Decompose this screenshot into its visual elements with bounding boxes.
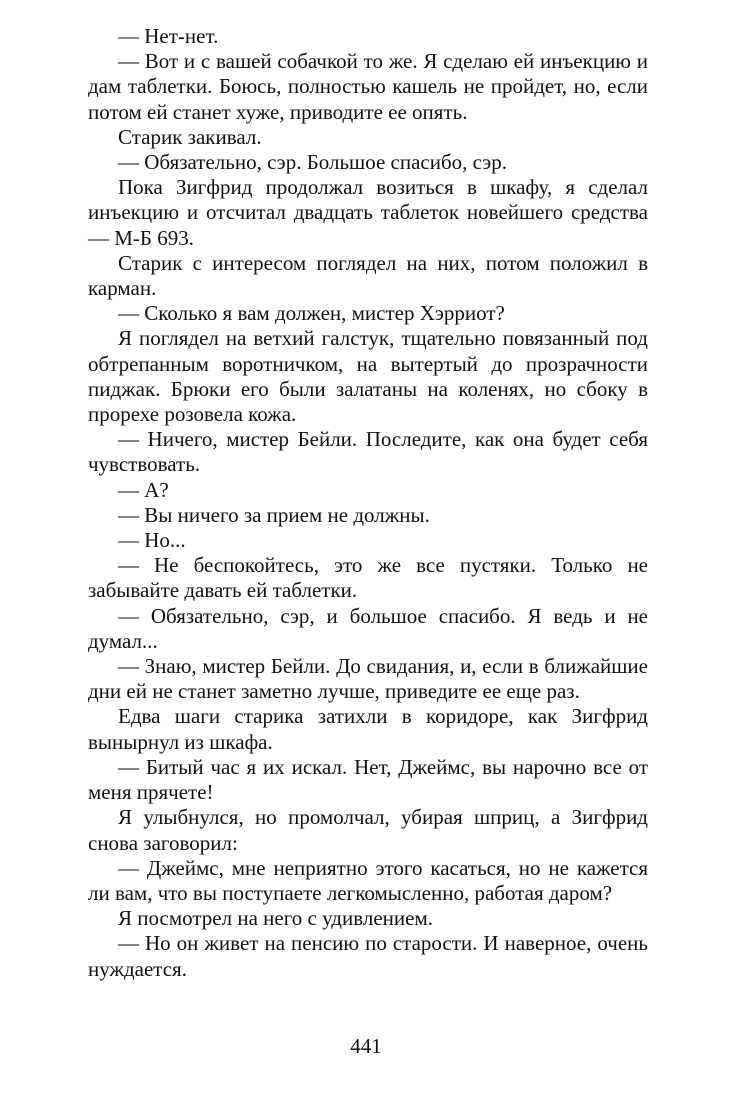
page-number: 441 bbox=[350, 1034, 382, 1058]
paragraph: Старик закивал. bbox=[118, 124, 262, 149]
paragraph: — Вот и с вашей собачкой то же. Я сделаю ей инъекцию и дам таблетки. Боюсь, полностью кашель не пройдет, но, если потом ей станет хуже, приводите ее опять. bbox=[88, 49, 648, 124]
paragraph: — Обязательно, сэр, и большое спасибо. Я ведь и не думал... bbox=[88, 603, 648, 653]
paragraph: — Сколько я вам должен, мистер Хэрриот? bbox=[118, 301, 505, 326]
paragraph: — Но... bbox=[118, 528, 186, 553]
paragraph: — Ничего, мистер Бейли. Последите, как она будет себя чувствовать. bbox=[88, 427, 648, 477]
paragraph: Старик с интересом поглядел на них, потом положил в карман. bbox=[88, 250, 648, 301]
paragraph: — Вы ничего за прием не должны. bbox=[118, 502, 430, 527]
paragraph: — Знаю, мистер Бейли. До свидания, и, если в ближайшие дни ей не станет заметно лучше, приведите ее еще раз. bbox=[88, 654, 648, 704]
paragraph: Я поглядел на ветхий галстук, тщательно повязанный под обтрепанным воротничком, на вытертый до прозрачности пиджак. Брюки его были залатаны на коленях, но сбоку в прорехе розовела кожа. bbox=[88, 326, 648, 427]
body-text bbox=[88, 24, 648, 982]
paragraph: Я посмотрел на него с удивлением. bbox=[118, 906, 433, 931]
paragraph: — Нет-нет. bbox=[118, 24, 219, 48]
paragraph: Едва шаги старика затихли в коридоре, как Зигфрид вынырнул из шкафа. bbox=[88, 704, 648, 754]
paragraph: Я улыбнулся, но промолчал, убирая шприц, а Зигфрид снова заговорил: bbox=[88, 805, 648, 855]
paragraph: — Обязательно, сэр. Большое спасибо, сэр. bbox=[118, 150, 507, 175]
paragraph: — Но он живет на пенсию по старости. И наверное, очень нуждается. bbox=[88, 931, 648, 981]
paragraph: — А? bbox=[118, 477, 169, 502]
paragraph: — Не беспокойтесь, это же все пустяки. Только не забывайте давать ей таблетки. bbox=[88, 553, 648, 603]
paragraph: — Битый час я их искал. Нет, Джеймс, вы нарочно все от меня прячете! bbox=[88, 754, 648, 805]
paragraph: — Джеймс, мне неприятно этого касаться, но не кажется ли вам, что вы поступаете легкомысленно, работая даром? bbox=[88, 855, 648, 905]
paragraph: Пока Зигфрид продолжал возиться в шкафу, я сделал инъекцию и отсчитал двадцать таблеток новейшего средства — М-Б 693. bbox=[88, 175, 648, 250]
